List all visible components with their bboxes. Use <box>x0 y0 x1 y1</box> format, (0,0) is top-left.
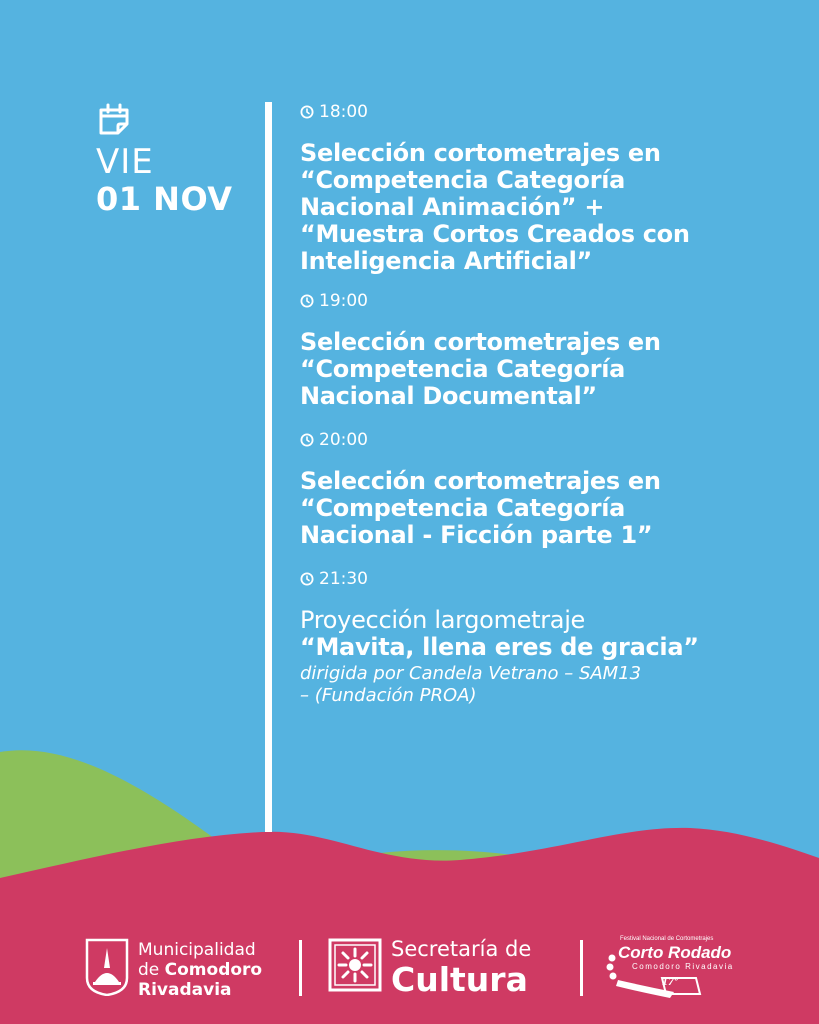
event-time <box>300 289 800 313</box>
event-title <box>300 607 800 661</box>
event-time <box>300 428 800 452</box>
title-line: Selección cortometrajes en <box>300 467 661 495</box>
municipality-city: Comodoro <box>164 960 263 980</box>
title-line: “Mavita, llena eres de gracia” <box>300 633 699 661</box>
footer-logos <box>0 930 819 1010</box>
event-time <box>300 567 800 591</box>
event-credits <box>300 663 800 707</box>
clock-icon <box>300 433 314 447</box>
festival-name: Corto Rodado <box>618 943 732 962</box>
clock-icon <box>300 294 314 308</box>
clock-icon <box>300 105 314 119</box>
culture-secretariat-icon <box>328 938 382 992</box>
timeline-divider <box>265 102 272 832</box>
secretariat-line: Secretaría de <box>391 937 532 961</box>
schedule-item <box>300 428 800 549</box>
municipality-name <box>138 940 262 1000</box>
title-line: “Competencia Categoría <box>300 355 626 383</box>
event-date: 01 NOV <box>96 180 233 218</box>
title-line: Selección cortometrajes en <box>300 139 661 167</box>
schedule-list <box>300 100 800 707</box>
culture-secretariat-name <box>391 936 531 998</box>
festival-edition: 17º <box>662 974 678 988</box>
date-block <box>96 102 233 218</box>
footer-divider <box>580 940 583 996</box>
municipality-crest-icon <box>85 938 129 996</box>
event-title <box>300 329 800 410</box>
festival-subtitle: Festival Nacional de Cortometrajes <box>620 936 714 942</box>
title-line: Proyección largometraje <box>300 606 586 634</box>
municipality-line: Municipalidad <box>138 940 256 960</box>
time-label: 18:00 <box>319 102 368 122</box>
event-title <box>300 140 800 275</box>
title-line: Nacional - Ficción parte 1” <box>300 521 653 549</box>
event-time <box>300 100 800 124</box>
weekday: VIE <box>96 142 154 182</box>
schedule-item <box>300 567 800 707</box>
title-line: Nacional Animación” + <box>300 193 605 221</box>
schedule-item <box>300 100 800 275</box>
title-line: Selección cortometrajes en <box>300 328 661 356</box>
municipality-line: Rivadavia <box>138 980 232 1000</box>
secretariat-line: Cultura <box>391 960 528 999</box>
schedule-item <box>300 289 800 410</box>
time-label: 20:00 <box>319 430 368 450</box>
credits-line: dirigida por Candela Vetrano – SAM13 <box>300 663 642 684</box>
calendar-icon <box>96 102 132 138</box>
clock-icon <box>300 572 314 586</box>
title-line: Nacional Documental” <box>300 382 597 410</box>
time-label: 21:30 <box>319 569 368 589</box>
municipality-prefix: de <box>138 960 165 980</box>
event-title <box>300 468 800 549</box>
title-line: “Competencia Categoría <box>300 166 626 194</box>
credits-line: – (Fundación PROA) <box>300 685 477 706</box>
footer-divider <box>299 940 302 996</box>
title-line: “Competencia Categoría <box>300 494 626 522</box>
title-line: “Muestra Cortos Creados con <box>300 220 690 248</box>
title-line: Inteligencia Artificial” <box>300 247 592 275</box>
festival-city: Comodoro Rivadavia <box>632 962 734 971</box>
municipality-line <box>138 960 262 980</box>
time-label: 19:00 <box>319 291 368 311</box>
